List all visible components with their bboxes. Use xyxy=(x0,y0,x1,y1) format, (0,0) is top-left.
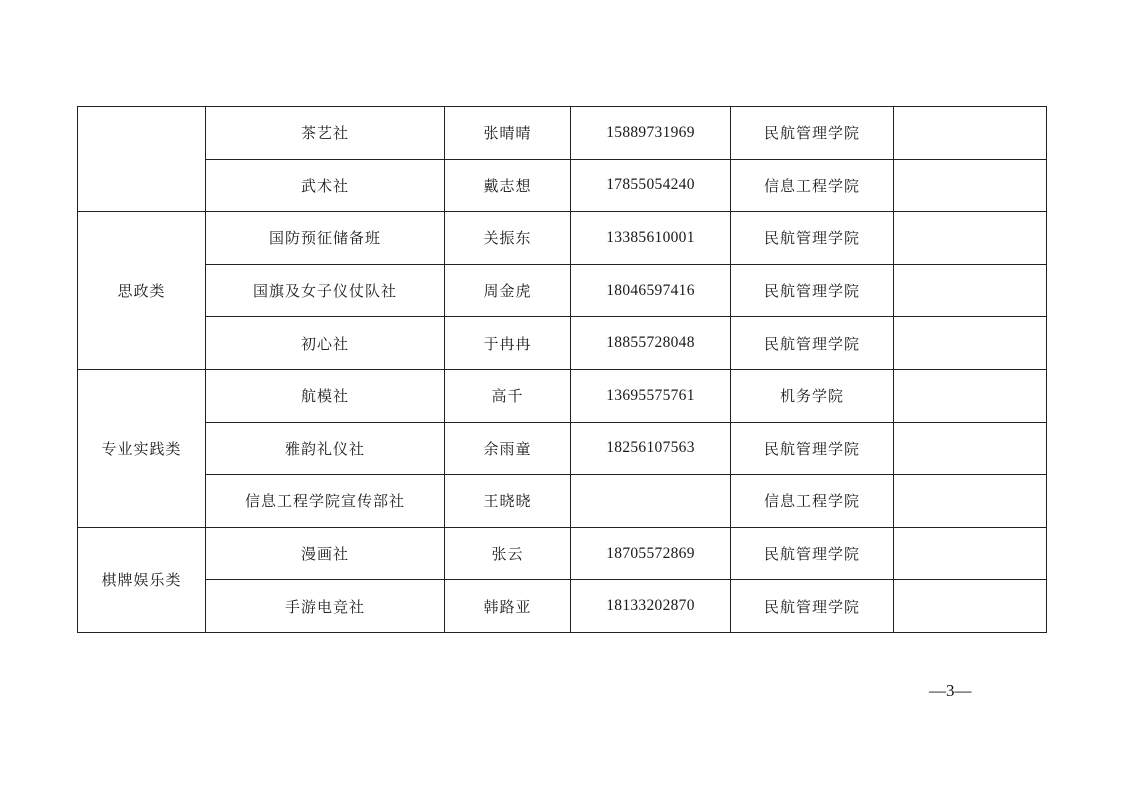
category-cell: 棋牌娱乐类 xyxy=(78,527,206,632)
table-row xyxy=(78,527,1047,580)
table-row xyxy=(78,475,1047,528)
note-cell xyxy=(894,107,1047,160)
phone-cell: 18855728048 xyxy=(571,317,731,370)
table-row xyxy=(78,212,1047,265)
college-cell: 机务学院 xyxy=(731,369,894,422)
note-cell xyxy=(894,159,1047,212)
person-cell: 高千 xyxy=(445,369,571,422)
note-cell xyxy=(894,212,1047,265)
note-cell xyxy=(894,369,1047,422)
category-cell xyxy=(78,107,206,212)
note-cell xyxy=(894,317,1047,370)
club-name-cell: 手游电竞社 xyxy=(206,580,445,633)
note-cell xyxy=(894,264,1047,317)
person-cell: 张晴晴 xyxy=(445,107,571,160)
club-name-cell: 武术社 xyxy=(206,159,445,212)
phone-cell: 18133202870 xyxy=(571,580,731,633)
phone-cell xyxy=(571,475,731,528)
note-cell xyxy=(894,580,1047,633)
college-cell: 民航管理学院 xyxy=(731,580,894,633)
note-cell xyxy=(894,527,1047,580)
note-cell xyxy=(894,422,1047,475)
category-cell: 思政类 xyxy=(78,212,206,370)
college-cell: 民航管理学院 xyxy=(731,107,894,160)
club-name-cell: 雅韵礼仪社 xyxy=(206,422,445,475)
college-cell: 信息工程学院 xyxy=(731,475,894,528)
person-cell: 周金虎 xyxy=(445,264,571,317)
phone-cell: 18705572869 xyxy=(571,527,731,580)
page-number: —3— xyxy=(929,681,972,700)
club-table xyxy=(77,106,1047,633)
person-cell: 张云 xyxy=(445,527,571,580)
college-cell: 民航管理学院 xyxy=(731,212,894,265)
college-cell: 民航管理学院 xyxy=(731,527,894,580)
college-cell: 信息工程学院 xyxy=(731,159,894,212)
college-cell: 民航管理学院 xyxy=(731,422,894,475)
club-name-cell: 国防预征储备班 xyxy=(206,212,445,265)
person-cell: 余雨童 xyxy=(445,422,571,475)
club-name-cell: 初心社 xyxy=(206,317,445,370)
club-name-cell: 国旗及女子仪仗队社 xyxy=(206,264,445,317)
table-row xyxy=(78,159,1047,212)
person-cell: 韩路亚 xyxy=(445,580,571,633)
club-name-cell: 茶艺社 xyxy=(206,107,445,160)
college-cell: 民航管理学院 xyxy=(731,317,894,370)
phone-cell: 17855054240 xyxy=(571,159,731,212)
category-cell: 专业实践类 xyxy=(78,369,206,527)
table-row xyxy=(78,317,1047,370)
club-name-cell: 信息工程学院宣传部社 xyxy=(206,475,445,528)
note-cell xyxy=(894,475,1047,528)
club-name-cell: 漫画社 xyxy=(206,527,445,580)
phone-cell: 13385610001 xyxy=(571,212,731,265)
phone-cell: 13695575761 xyxy=(571,369,731,422)
person-cell: 于冉冉 xyxy=(445,317,571,370)
table-row xyxy=(78,422,1047,475)
phone-cell: 18256107563 xyxy=(571,422,731,475)
person-cell: 关振东 xyxy=(445,212,571,265)
table-row xyxy=(78,369,1047,422)
table-row xyxy=(78,107,1047,160)
phone-cell: 18046597416 xyxy=(571,264,731,317)
person-cell: 戴志想 xyxy=(445,159,571,212)
table-row xyxy=(78,580,1047,633)
table-row xyxy=(78,264,1047,317)
person-cell: 王晓晓 xyxy=(445,475,571,528)
phone-cell: 15889731969 xyxy=(571,107,731,160)
club-name-cell: 航模社 xyxy=(206,369,445,422)
college-cell: 民航管理学院 xyxy=(731,264,894,317)
